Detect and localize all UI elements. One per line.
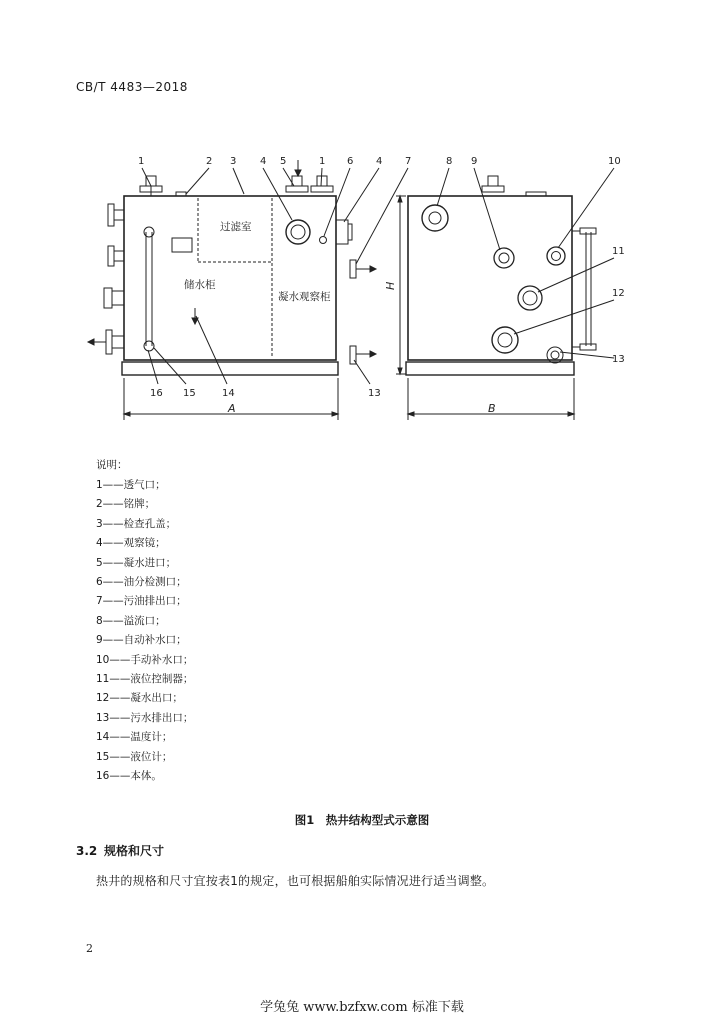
callout-bottom-13: 13 [368,388,381,399]
standard-code: CB/T 4483—2018 [76,80,188,94]
page-number: 2 [86,942,93,955]
legend-item: 9——自动补水口； [96,634,187,647]
callout-side-9: 9 [471,156,478,167]
legend-item: 15——液位计； [96,750,173,763]
side-body [408,196,572,360]
footer-watermark: 学兔兔 www.bzfxw.com 标准下载 [260,1000,464,1015]
callout-side-10: 10 [608,156,621,167]
dimension-a: A [228,402,236,415]
section-heading [76,842,164,859]
legend-list [96,476,193,787]
callout-front-4: 4 [260,156,267,167]
legend-item: 10——手动补水口； [96,653,194,666]
body-paragraph: 热井的规格和尺寸宜按表1的规定，也可根据船舶实际情况进行适当调整。 [96,874,495,888]
hot-well-diagram [0,0,724,450]
callout-front-2: 2 [206,156,213,167]
legend-item: 2——铭牌； [96,498,156,511]
section-number: 3.2 [76,844,98,858]
label-condensate-tank: 凝水观察柜 [278,291,331,303]
callout-front-7: 6 [347,156,354,167]
callout-side-13: 13 [612,354,625,365]
figure-caption: 图1 热井结构型式示意图 [294,813,430,827]
legend-item: 1——透气口； [96,479,166,491]
dimension-b: B [488,402,496,415]
callout-front-9: 7 [405,156,412,167]
callout-front-1: 1 [138,156,145,167]
callout-side-12: 12 [612,288,625,299]
label-filter-room: 过滤室 [220,221,252,233]
legend-item: 6——油分检测口； [96,576,187,589]
callout-front-6: 1 [319,156,326,167]
legend-item: 8——溢流口； [96,614,166,627]
legend-item: 7——污油排出口； [96,595,187,608]
section-title: 规格和尺寸 [104,844,165,858]
legend-item: 3——检查孔盖； [96,517,177,530]
callout-front-5: 5 [280,156,287,167]
nameplate [172,238,192,252]
legend-item: 14——温度计； [96,731,173,744]
callout-side-8: 8 [446,156,453,167]
callout-front-3: 3 [230,156,237,167]
side-base [406,362,574,375]
callout-bottom-14: 14 [222,388,235,399]
label-storage-tank: 储水柜 [184,279,216,291]
legend-title: 说明： [96,459,128,471]
legend-item: 13——污水排出口； [96,711,194,724]
legend-item: 16——本体。 [96,770,162,783]
legend-item: 12——凝水出口； [96,692,183,705]
legend-item: 5——凝水进口； [96,556,177,569]
legend-item: 4——观察镜； [96,537,166,550]
dimension-h: H [384,281,397,290]
callout-side-11: 11 [612,246,625,257]
callout-bottom-16: 16 [150,388,163,399]
callout-front-8: 4 [376,156,383,167]
legend-item: 11——液位控制器； [96,673,194,686]
callout-bottom-15: 15 [183,388,196,399]
